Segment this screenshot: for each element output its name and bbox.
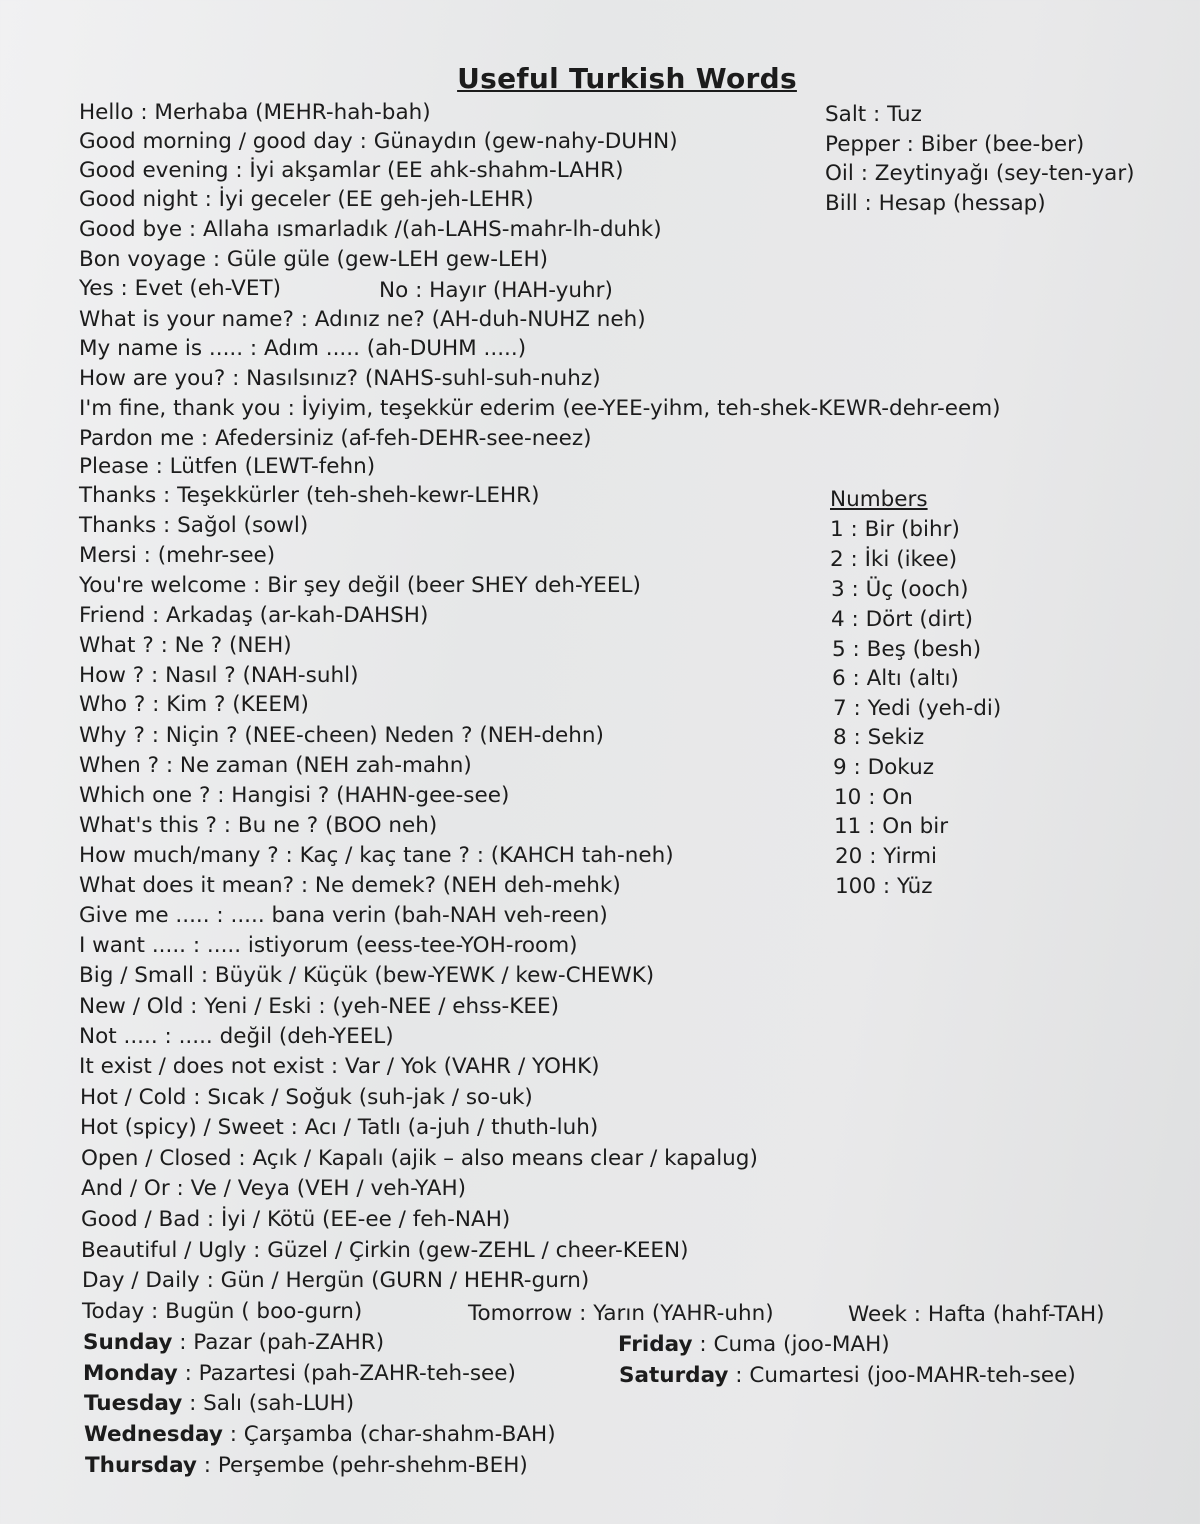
- number-line: 10 : On: [834, 785, 913, 810]
- number-line: 4 : Dört (dirt): [831, 607, 974, 632]
- phrase-line: Good bye : Allaha ısmarladık /(ah-LAHS-mahr-lh-duhk): [79, 217, 662, 242]
- phrase-line: Yes : Evet (eh-VET): [79, 276, 281, 301]
- number-line: 20 : Yirmi: [835, 844, 937, 869]
- day-translation: : Çarşamba (char-shahm-BAH): [222, 1422, 556, 1447]
- phrase-line: Open / Closed : Açık / Kapalı (ajik – also means clear / kapalug): [81, 1146, 758, 1171]
- phrase-line: Tomorrow : Yarın (YAHR-uhn): [468, 1301, 774, 1326]
- phrase-line: Please : Lütfen (LEWT-fehn): [79, 454, 376, 479]
- phrase-line: My name is ..... : Adım ..... (ah-DUHM .....): [79, 336, 527, 361]
- food-line: Pepper : Biber (bee-ber): [825, 132, 1085, 157]
- day-line: [619, 1362, 1076, 1390]
- phrase-line: Good night : İyi geceler (EE geh-jeh-LEHR): [79, 187, 534, 212]
- phrase-line: And / Or : Ve / Veya (VEH / veh-YAH): [81, 1176, 467, 1201]
- phrase-line: What ? : Ne ? (NEH): [79, 633, 292, 658]
- day-name: Monday: [83, 1361, 178, 1386]
- day-name: Saturday: [619, 1363, 729, 1388]
- phrase-line: Beautiful / Ugly : Güzel / Çirkin (gew-ZEHL / cheer-KEEN): [81, 1238, 689, 1263]
- numbers-heading: Numbers: [830, 487, 928, 512]
- day-name: Friday: [618, 1332, 693, 1357]
- day-translation: : Salı (sah-LUH): [182, 1391, 355, 1416]
- day-line: [83, 1360, 516, 1388]
- phrase-line: You're welcome : Bir şey değil (beer SHEY deh-YEEL): [79, 573, 641, 598]
- food-line: Salt : Tuz: [825, 102, 922, 127]
- day-name: Tuesday: [84, 1391, 183, 1416]
- phrase-line: Not ..... : ..... değil (deh-YEEL): [79, 1024, 394, 1049]
- day-name: Thursday: [85, 1453, 197, 1478]
- phrase-line: Good evening : İyi akşamlar (EE ahk-shahm-LAHR): [79, 158, 624, 183]
- number-line: 5 : Beş (besh): [832, 637, 982, 662]
- food-line: Oil : Zeytinyağı (sey-ten-yar): [825, 161, 1135, 186]
- number-line: 7 : Yedi (yeh-di): [833, 696, 1002, 721]
- day-line: [85, 1452, 528, 1480]
- phrase-line: Week : Hafta (hahf-TAH): [848, 1302, 1105, 1327]
- number-line: 100 : Yüz: [835, 874, 933, 899]
- day-translation: : Pazar (pah-ZAHR): [172, 1330, 385, 1355]
- number-line: 6 : Altı (altı): [832, 666, 959, 691]
- phrase-line: Mersi : (mehr-see): [79, 543, 276, 568]
- phrase-line: Big / Small : Büyük / Küçük (bew-YEWK / kew-CHEWK): [79, 963, 655, 988]
- day-name: Sunday: [83, 1330, 173, 1355]
- day-line: [84, 1390, 354, 1418]
- phrase-line: Thanks : Teşekkürler (teh-sheh-kewr-LEHR): [79, 483, 540, 508]
- phrase-line: Friend : Arkadaş (ar-kah-DAHSH): [79, 603, 429, 628]
- number-line: 11 : On bir: [834, 814, 949, 839]
- phrase-line: Hot / Cold : Sıcak / Soğuk (suh-jak / so-uk): [80, 1085, 533, 1110]
- day-translation: : Cumartesi (joo-MAHR-teh-see): [728, 1363, 1076, 1388]
- phrase-line: Which one ? : Hangisi ? (HAHN-gee-see): [79, 783, 510, 808]
- phrase-line: Why ? : Niçin ? (NEE-cheen) Neden ? (NEH-dehn): [79, 723, 604, 748]
- day-line: [618, 1331, 890, 1359]
- phrase-line: Hello : Merhaba (MEHR-hah-bah): [79, 100, 431, 125]
- number-line: 9 : Dokuz: [833, 755, 935, 780]
- phrase-line: It exist / does not exist : Var / Yok (VAHR / YOHK): [79, 1054, 600, 1079]
- day-line: [83, 1329, 384, 1357]
- phrase-line: I'm fine, thank you : İyiyim, teşekkür ederim (ee-YEE-yihm, teh-shek-KEWR-dehr-eem): [79, 396, 1001, 421]
- phrase-line: Good morning / good day : Günaydın (gew-nahy-DUHN): [79, 129, 678, 154]
- phrase-line: Pardon me : Afedersiniz (af-feh-DEHR-see-neez): [79, 426, 592, 451]
- page-title: Useful Turkish Words: [457, 62, 797, 95]
- phrase-line: Give me ..... : ..... bana verin (bah-NAH veh-reen): [79, 903, 608, 928]
- phrase-line: Who ? : Kim ? (KEEM): [79, 692, 309, 717]
- day-name: Wednesday: [84, 1422, 223, 1447]
- number-line: 2 : İki (ikee): [830, 547, 958, 572]
- phrase-line: Bon voyage : Güle güle (gew-LEH gew-LEH): [79, 247, 549, 272]
- phrase-line: How are you? : Nasılsınız? (NAHS-suhl-suh-nuhz): [79, 366, 601, 391]
- phrase-line: Good / Bad : İyi / Kötü (EE-ee / feh-NAH): [81, 1207, 511, 1232]
- food-line: Bill : Hesap (hessap): [825, 191, 1046, 216]
- number-line: 1 : Bir (bihr): [830, 517, 960, 542]
- number-line: 3 : Üç (ooch): [831, 577, 969, 602]
- phrase-line: What's this ? : Bu ne ? (BOO neh): [79, 813, 438, 838]
- phrase-line: Thanks : Sağol (sowl): [79, 513, 309, 538]
- day-line: [84, 1421, 556, 1449]
- phrase-line: When ? : Ne zaman (NEH zah-mahn): [79, 753, 472, 778]
- phrase-line: How ? : Nasıl ? (NAH-suhl): [79, 663, 359, 688]
- phrase-line: Hot (spicy) / Sweet : Acı / Tatlı (a-juh / thuth-luh): [80, 1115, 599, 1140]
- phrase-line: New / Old : Yeni / Eski : (yeh-NEE / ehss-KEE): [79, 994, 559, 1019]
- day-translation: : Cuma (joo-MAH): [692, 1332, 890, 1357]
- number-line: 8 : Sekiz: [833, 725, 925, 750]
- phrase-line: What is your name? : Adınız ne? (AH-duh-NUHZ neh): [79, 307, 646, 332]
- day-translation: : Pazartesi (pah-ZAHR-teh-see): [177, 1361, 516, 1386]
- phrase-line: What does it mean? : Ne demek? (NEH deh-mehk): [79, 873, 621, 898]
- phrase-line: How much/many ? : Kaç / kaç tane ? : (KAHCH tah-neh): [79, 843, 674, 868]
- phrase-line: Today : Bugün ( boo-gurn): [82, 1299, 363, 1324]
- phrase-line: Day / Daily : Gün / Hergün (GURN / HEHR-gurn): [82, 1268, 590, 1293]
- day-translation: : Perşembe (pehr-shehm-BEH): [196, 1453, 528, 1478]
- phrase-line: I want ..... : ..... istiyorum (eess-tee-YOH-room): [79, 933, 578, 958]
- phrase-line: No : Hayır (HAH-yuhr): [379, 278, 613, 303]
